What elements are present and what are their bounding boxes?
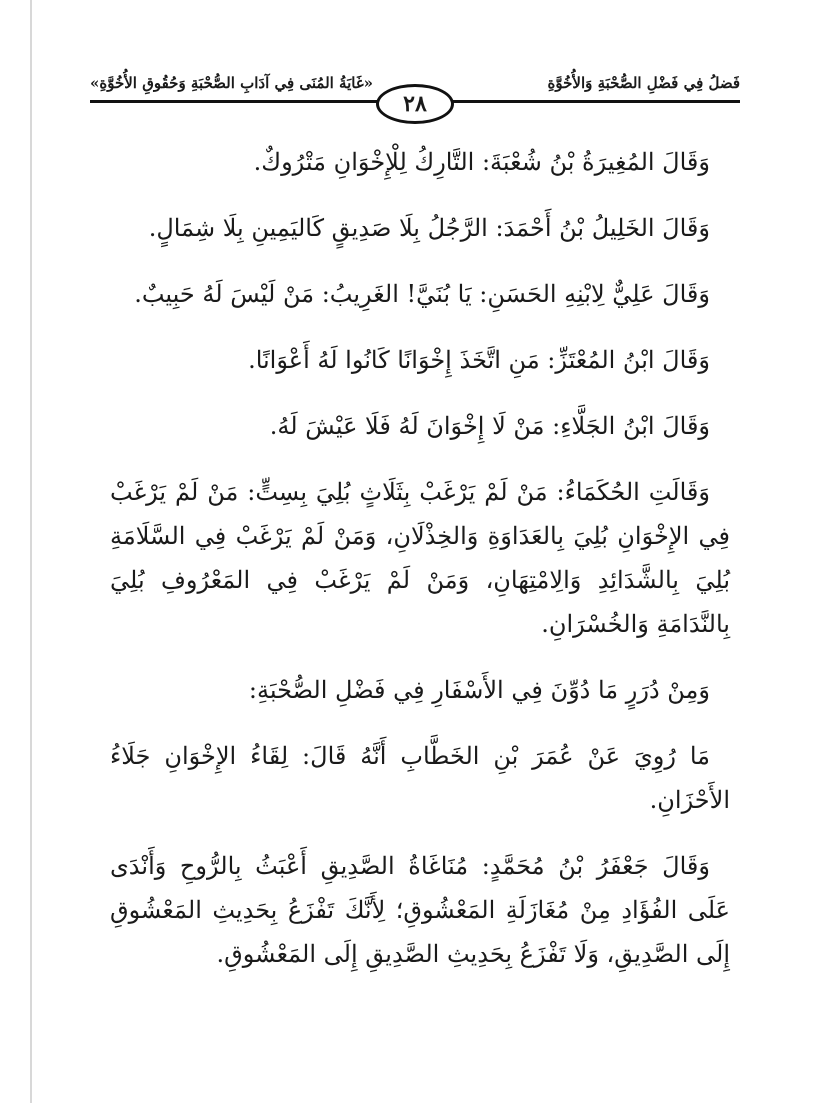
paragraph: وَقَالَتِ الحُكَمَاءُ: مَنْ لَمْ يَرْغَبْ بِثَلَاثٍ بُلِيَ بِسِتٍّ: مَنْ لَمْ يَرْغَبْ فِي الإِخْوَانِ بُلِيَ بِالعَدَاوَةِ وَالخِذْلَانِ، وَمَنْ لَمْ يَرْغَبْ فِي السَّلَامَةِ بُلِيَ بِالشَّدَائِدِ وَالِامْتِهَانِ، وَمَنْ لَمْ يَرْغَبْ فِي المَعْرُوفِ بُلِيَ بِالنَّدَامَةِ وَالخُسْرَانِ.	[110, 478, 730, 638]
page-number: ٢٨	[376, 84, 454, 124]
paragraph: مَا رُوِيَ عَنْ عُمَرَ بْنِ الخَطَّابِ أَنَّهُ قَالَ: لِقَاءُ الإِخْوَانِ جَلَاءُ الأَحْزَانِ.	[110, 742, 730, 814]
chapter-title: فَضلُ فِي فَضْلِ الصُّحْبَةِ وَالأُخُوَّةِ	[547, 74, 740, 92]
paragraph: وَقَالَ ابْنُ المُعْتَزِّ: مَنِ اتَّخَذَ إِخْوَانًا كَانُوا لَهُ أَعْوَانًا.	[248, 346, 710, 374]
paragraph: وَقَالَ الخَلِيلُ بْنُ أَحْمَدَ: الرَّجُلُ بِلَا صَدِيقٍ كَاليَمِينِ بِلَا شِمَالٍ.	[148, 214, 710, 242]
page-margin-line	[30, 0, 32, 1103]
paragraph: وَمِنْ دُرَرٍ مَا دُوِّنَ فِي الأَسْفَارِ فِي فَضْلِ الصُّحْبَةِ:	[248, 676, 710, 704]
paragraph: وَقَالَ المُغِيرَةُ بْنُ شُعْبَةَ: التَّارِكُ لِلْإِخْوَانِ مَتْرُوكٌ.	[253, 148, 710, 176]
paragraph: وَقَالَ جَعْفَرُ بْنُ مُحَمَّدٍ: مُنَاغَاةُ الصَّدِيقِ أَعْبَثُ بِالرُّوحِ وَأَنْدَى عَلَى الفُؤَادِ مِنْ مُغَازَلَةِ المَعْشُوقِ؛ لِأَنَّكَ تَفْزَعُ بِحَدِيثِ المَعْشُوقِ إِلَى الصَّدِيقِ، وَلَا تَفْزَعُ بِحَدِيثِ الصَّدِيقِ إِلَى المَعْشُوقِ.	[110, 852, 730, 968]
running-header	[90, 60, 740, 120]
book-title: «غَايَةُ المُنَى فِي آدَابِ الصُّحْبَةِ وَحُقُوقِ الأُخُوَّةِ»	[90, 74, 374, 92]
paragraph: وَقَالَ ابْنُ الجَلَّاءِ: مَنْ لَا إِخْوَانَ لَهُ فَلَا عَيْشَ لَهُ.	[269, 412, 710, 440]
paragraph: وَقَالَ عَلِيٌّ لِابْنِهِ الحَسَنِ: يَا بُنَيَّ! الغَرِيبُ: مَنْ لَيْسَ لَهُ حَبِيبٌ.	[134, 280, 710, 308]
page-body	[110, 140, 730, 998]
